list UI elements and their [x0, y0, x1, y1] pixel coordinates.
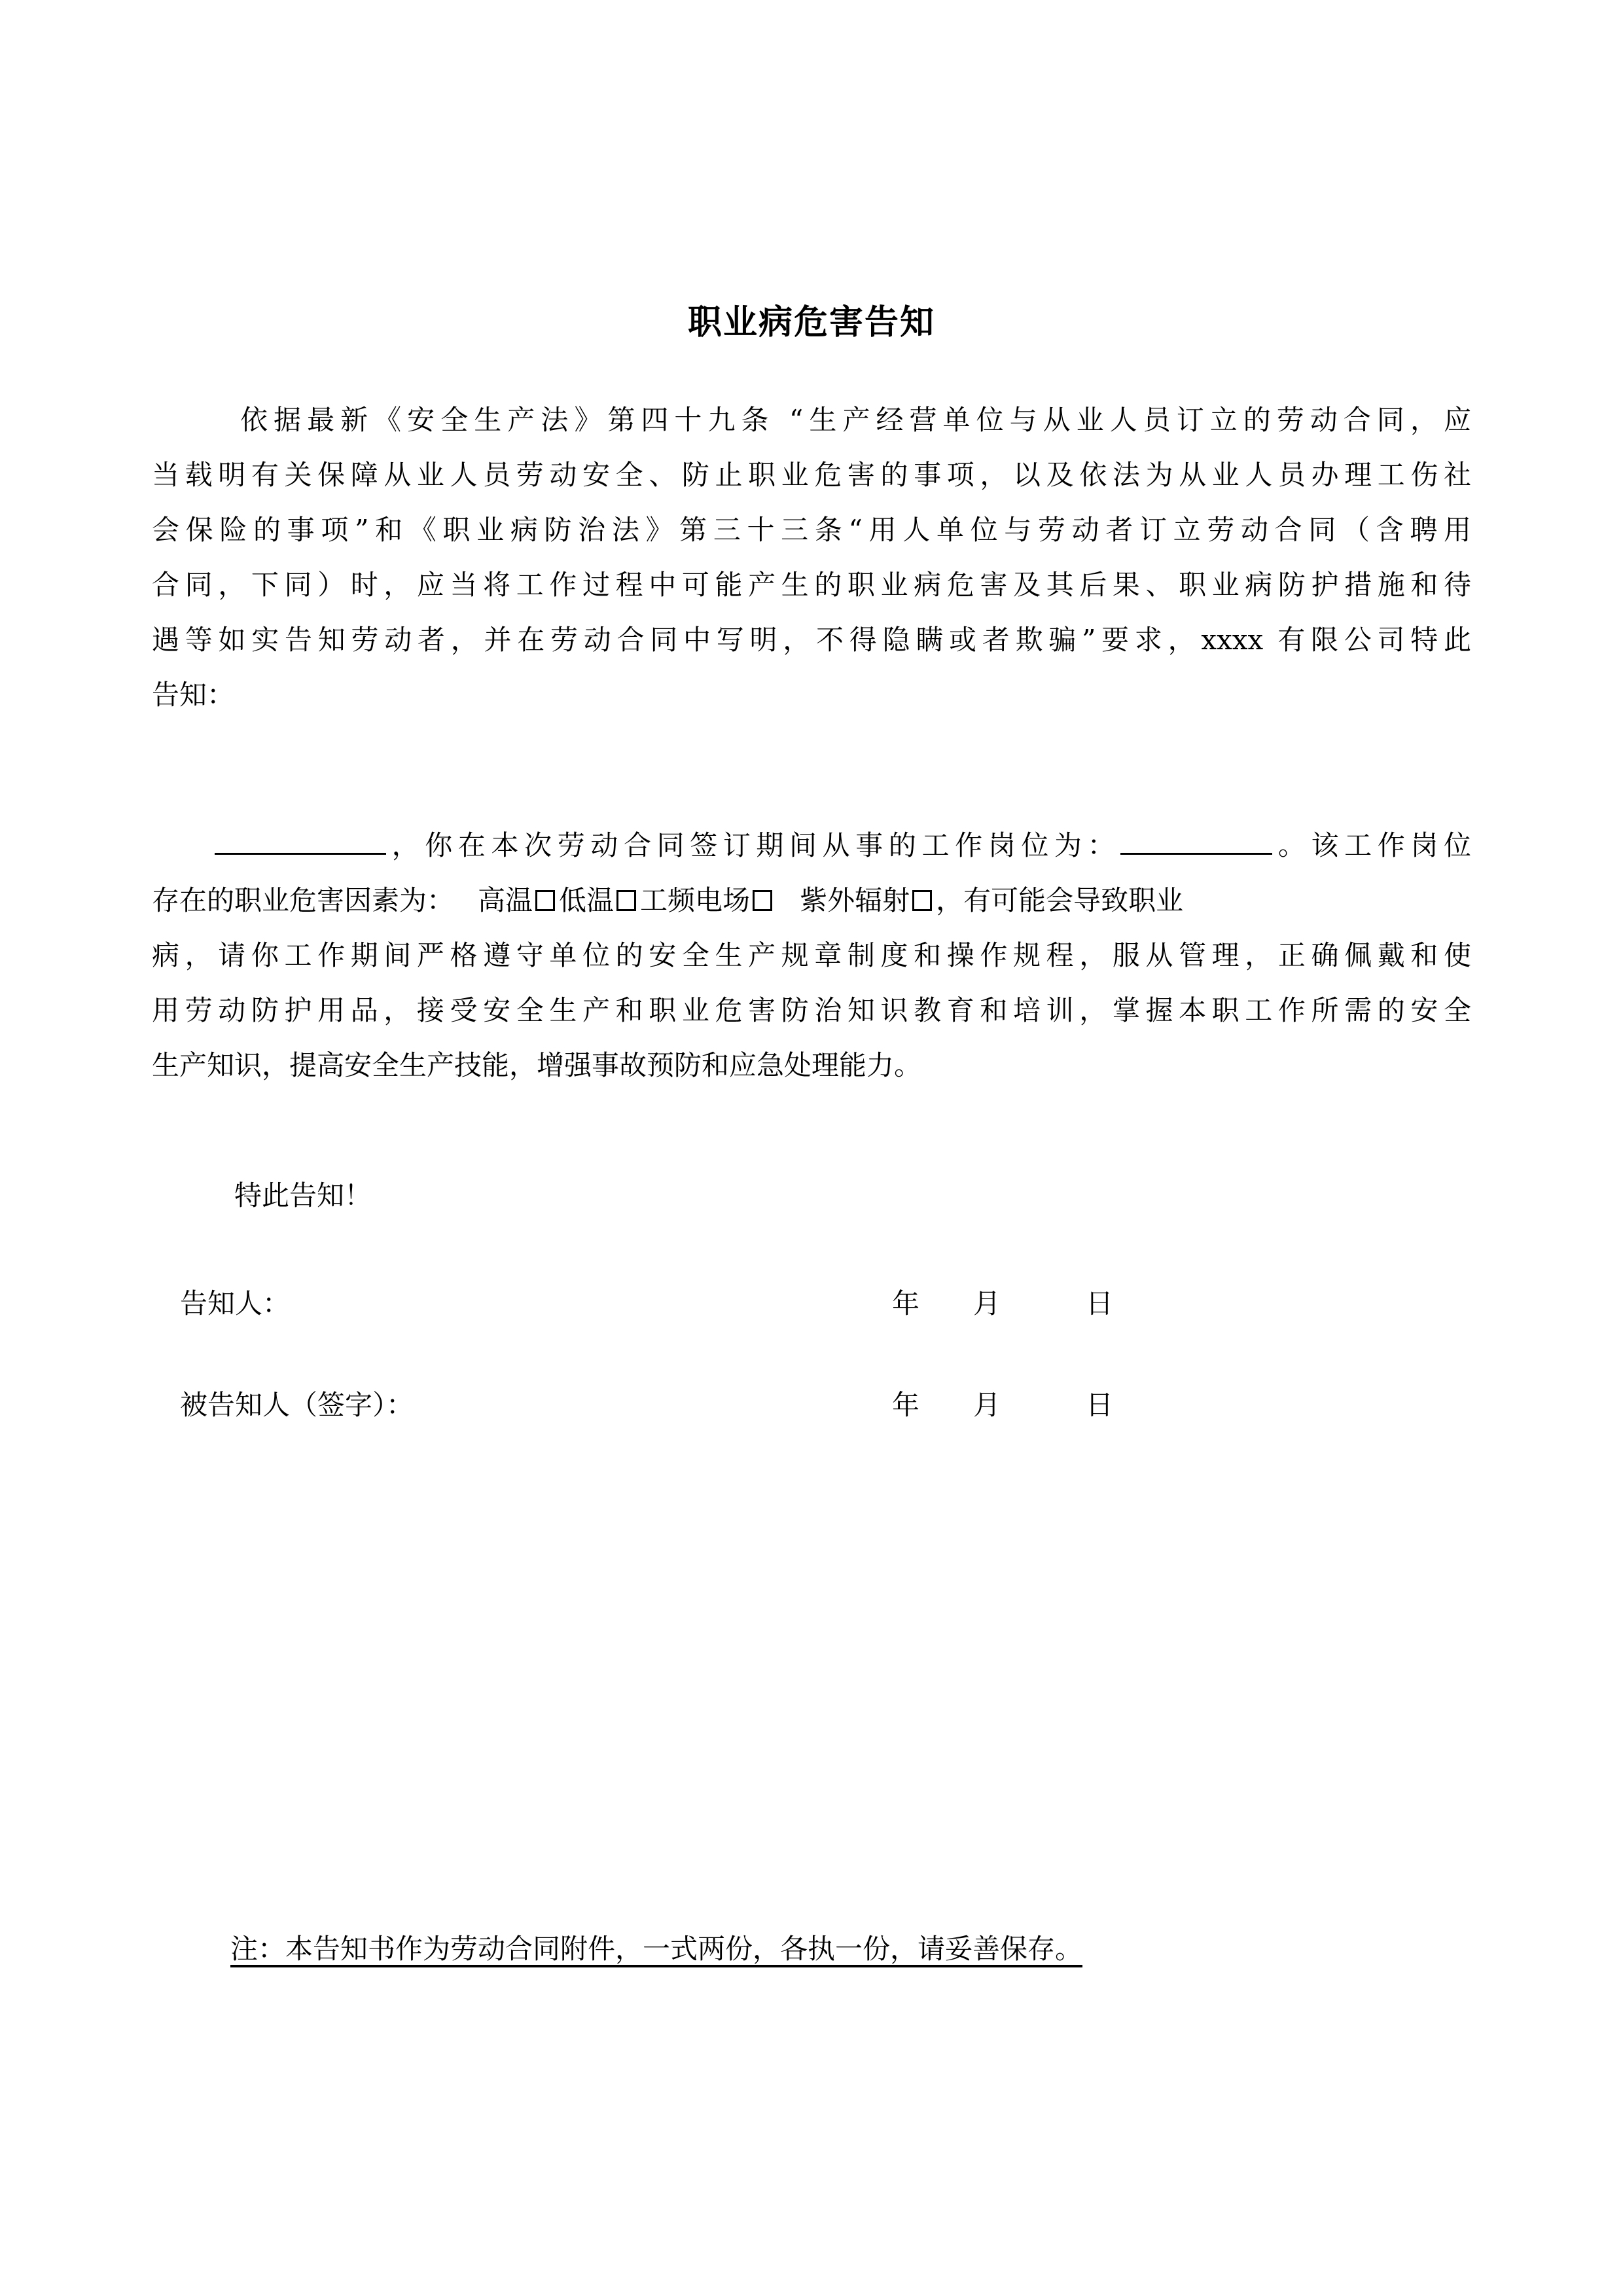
notice-paragraph — [152, 818, 1471, 1093]
intro-line: 告知： — [152, 679, 235, 711]
notice-line: 病，请你工作期间严格遵守单位的安全生产规章制度和操作规程，服从管理，正确佩戴和使 — [152, 939, 1471, 971]
day-label: 日 — [1086, 1389, 1114, 1421]
notice-line: 存在的职业危害因素为： 高温 低温 工频电场 紫外辐射 ，有可能会导致职业 — [152, 884, 1184, 916]
closing-statement: 特此告知！ — [234, 1179, 372, 1211]
month-label: 月 — [973, 1389, 1001, 1421]
factor-ultraviolet-radiation[interactable]: 紫外辐射 — [800, 884, 936, 916]
intro-paragraph — [152, 393, 1471, 723]
notified-label: 被告知人（签字）： — [180, 1389, 414, 1421]
factor-power-frequency-field[interactable]: 工频电场 — [640, 884, 776, 916]
checkbox-icon[interactable] — [535, 890, 555, 911]
month-label: 月 — [973, 1287, 1001, 1319]
intro-line: 合同，下同）时，应当将工作过程中可能产生的职业病危害及其后果、职业病防护措施和待 — [152, 569, 1471, 601]
notice-line: 用劳动防护用品，接受安全生产和职业危害防治知识教育和培训，掌握本职工作所需的安全 — [152, 994, 1471, 1026]
intro-line: 遇等如实告知劳动者，并在劳动合同中写明，不得隐瞒或者欺骗”要求，xxxx 有限公司特此 — [152, 624, 1471, 656]
notifier-signature-row — [180, 1276, 1162, 1331]
notified-date[interactable] — [892, 1378, 1113, 1433]
notifier-date[interactable] — [892, 1276, 1113, 1331]
intro-line: 会保险的事项”和《职业病防治法》第三十三条“用人单位与劳动者订立劳动合同（含聘用 — [152, 514, 1471, 546]
notice-line: ，你在本次劳动合同签订期间从事的工作岗位为： 。该工作岗位 — [152, 818, 1471, 873]
notified-signature-row — [180, 1378, 1162, 1433]
footnote: 注：本告知书作为劳动合同附件，一式两份，各执一份，请妥善保存。 — [230, 1933, 1083, 1965]
checkbox-icon[interactable] — [912, 890, 932, 911]
notifier-label: 告知人： — [180, 1287, 291, 1319]
intro-line: 当载明有关保障从业人员劳动安全、防止职业危害的事项，以及依法为从业人员办理工伤社 — [152, 459, 1471, 491]
factor-high-temperature[interactable]: 高温 — [478, 884, 559, 916]
year-label: 年 — [892, 1389, 920, 1421]
checkbox-icon[interactable] — [616, 890, 636, 911]
day-label: 日 — [1086, 1287, 1114, 1319]
year-label: 年 — [892, 1287, 920, 1319]
notice-line: 生产知识，提高安全生产技能，增强事故预防和应急处理能力。 — [152, 1049, 922, 1081]
factor-low-temperature[interactable]: 低温 — [559, 884, 640, 916]
job-position-blank[interactable] — [1120, 819, 1272, 855]
intro-line: 依据最新《安全生产法》第四十九条 “生产经营单位与从业人员订立的劳动合同，应 — [234, 404, 1471, 436]
employee-name-blank[interactable] — [215, 819, 386, 855]
checkbox-icon[interactable] — [753, 890, 772, 911]
page-title: 职业病危害告知 — [687, 302, 935, 342]
